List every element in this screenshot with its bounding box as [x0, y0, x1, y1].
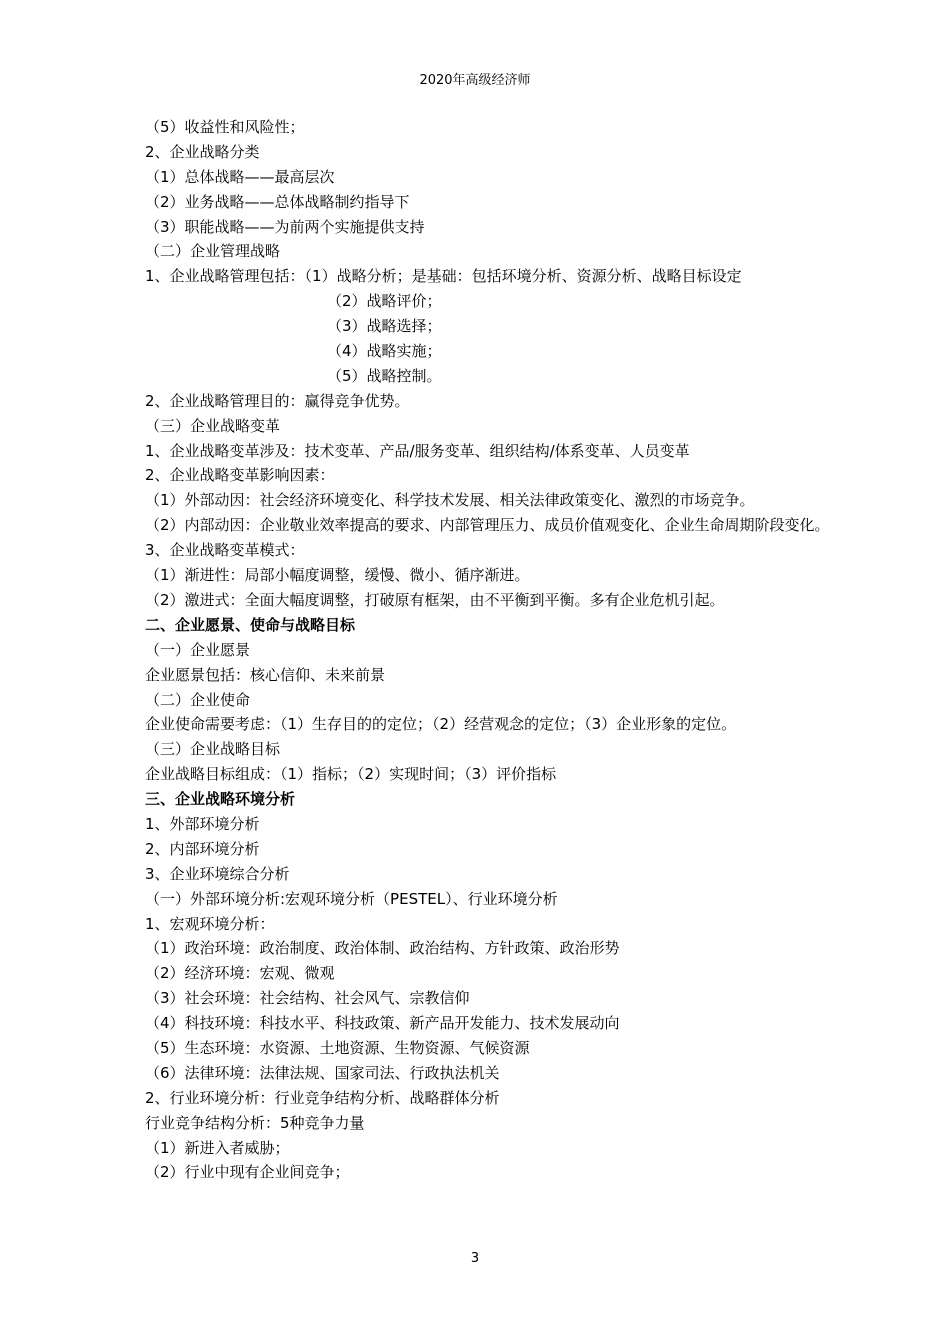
text-line: 企业愿景包括：核心信仰、未来前景 [145, 665, 386, 684]
text-line: 1、外部环境分析 [145, 814, 260, 833]
text-line: （一）企业愿景 [145, 640, 251, 659]
page-number: 3 [470, 1251, 480, 1266]
text-line: （3）社会环境：社会结构、社会风气、宗教信仰 [145, 989, 470, 1008]
text-line: 2、内部环境分析 [145, 839, 260, 858]
text-line: （5）收益性和风险性； [145, 118, 305, 136]
text-line: （2）战略评价； [327, 292, 442, 311]
text-line: （三）企业战略变革 [145, 416, 281, 435]
text-line: （三）企业战略目标 [145, 740, 281, 759]
text-line: 行业竞争结构分析：5种竞争力量 [145, 1113, 365, 1132]
document-body [145, 115, 835, 1185]
text-line: （1）总体战略——最高层次 [145, 167, 335, 186]
text-line: 2、企业战略分类 [145, 142, 260, 161]
text-line: 1、企业战略管理包括：（1）战略分析；是基础：包括环境分析、资源分析、战略目标设定 [145, 267, 742, 286]
text-line: （6）法律环境：法律法规、国家司法、行政执法机关 [145, 1063, 500, 1082]
text-line: 2、行业环境分析：行业竞争结构分析、战略群体分析 [145, 1088, 500, 1107]
text-line: （4）科技环境：科技水平、科技政策、新产品开发能力、技术发展动向 [145, 1014, 620, 1033]
text-line: 1、宏观环境分析： [145, 914, 275, 933]
text-line: （5）生态环境：水资源、土地资源、生物资源、气候资源 [145, 1038, 530, 1057]
text-line: 3、企业战略变革模式： [145, 541, 305, 560]
page-header: 2020年高级经济师 [419, 73, 531, 88]
text-line: （1）外部动因：社会经济环境变化、科学技术发展、相关法律政策变化、激烈的市场竞争。 [145, 491, 755, 510]
text-line: （2）行业中现有企业间竞争； [145, 1163, 350, 1182]
text-line: （4）战略实施； [327, 342, 442, 361]
text-line: （一）外部环境分析:宏观环境分析（PESTEL）、行业环境分析 [145, 889, 558, 908]
text-line: 1、企业战略变革涉及：技术变革、产品/服务变革、组织结构/体系变革、人员变革 [145, 441, 690, 460]
section-heading: 二、企业愿景、使命与战略目标 [145, 615, 356, 634]
text-line: （3）战略选择； [327, 317, 442, 336]
text-line: （二）企业使命 [145, 690, 251, 709]
text-line: （2）业务战略——总体战略制约指导下 [145, 192, 410, 211]
text-line: 2、企业战略管理目的：赢得竞争优势。 [145, 391, 410, 410]
text-line: （1）新进入者威胁； [145, 1138, 290, 1157]
text-line: （二）企业管理战略 [145, 242, 281, 261]
text-line: 3、企业环境综合分析 [145, 864, 290, 883]
text-line: 企业使命需要考虑：（1）生存目的的定位；（2）经营观念的定位；（3）企业形象的定位。 [145, 715, 737, 734]
text-line: （2）内部动因：企业敬业效率提高的要求、内部管理压力、成员价值观变化、企业生命周期阶段变化。 [145, 516, 830, 535]
text-line: 2、企业战略变革影响因素： [145, 466, 335, 485]
text-line: （2）经济环境：宏观、微观 [145, 964, 335, 983]
text-line: （2）激进式：全面大幅度调整，打破原有框架，由不平衡到平衡。多有企业危机引起。 [145, 590, 725, 609]
text-line: （3）职能战略——为前两个实施提供支持 [145, 217, 425, 236]
text-line: （1）政治环境：政治制度、政治体制、政治结构、方针政策、政治形势 [145, 939, 620, 958]
text-line: 企业战略目标组成：（1）指标；（2）实现时间；（3）评价指标 [145, 765, 557, 784]
section-heading: 三、企业战略环境分析 [145, 790, 296, 809]
text-line: （1）渐进性：局部小幅度调整，缓慢、微小、循序渐进。 [145, 566, 530, 585]
text-line: （5）战略控制。 [327, 366, 442, 385]
